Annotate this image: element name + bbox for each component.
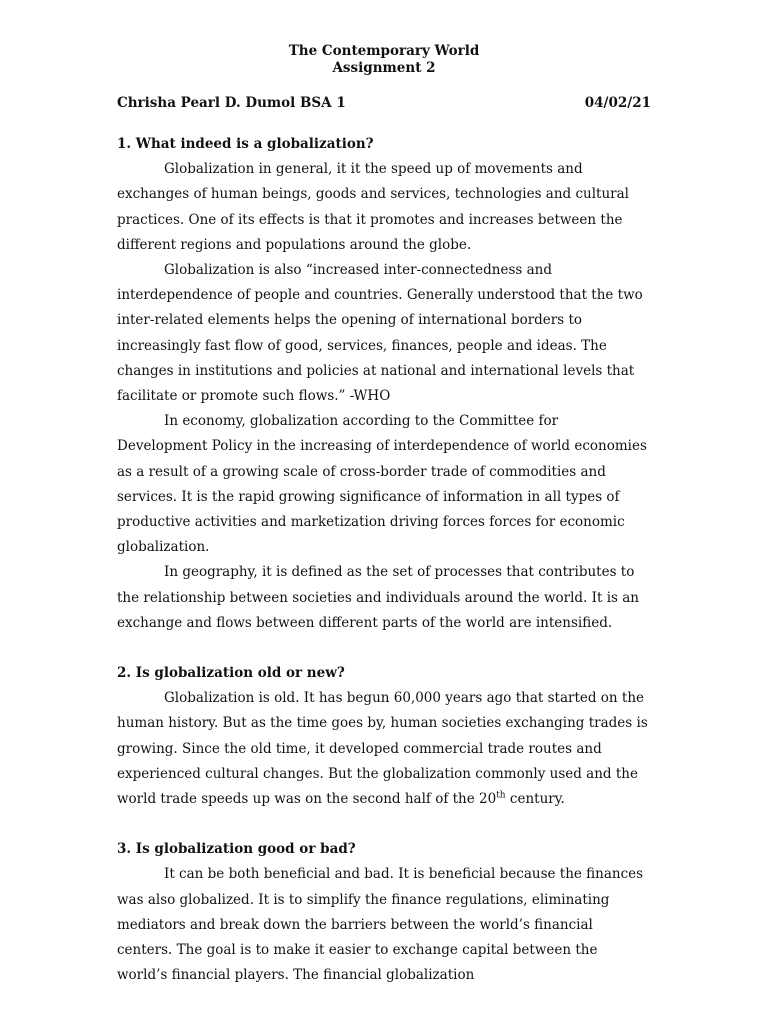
section-q2 [117, 661, 651, 812]
paragraph: In economy, globalization according to the Committee for Development Policy in the increasing of interdependence of world economies as a result of a growing scale of cross-border trade of commodities and services. It is the rapid growing significance of information in all types of productive activities and marketization driving forces forces for economic globalization. [117, 413, 647, 556]
question-heading: 1. What indeed is a globalization? [117, 136, 374, 152]
document-header [0, 43, 768, 77]
paragraph-text: century. [505, 791, 565, 808]
section-q1 [117, 132, 651, 636]
paragraph-text: Globalization is old. It has begun 60,000 years ago that started on the human history. But as the time goes by, human societies exchanging trades is growing. Since the old time, it developed commercial trade routes and experienced cultural changes. But the globalization commonly used and the world trade speeds up was on the second half of the 20 [117, 690, 648, 808]
section-spacer [117, 812, 651, 837]
document-subtitle: Assignment 2 [332, 60, 436, 76]
section-q3 [117, 837, 651, 988]
author-line [117, 95, 651, 112]
paragraph: It can be both beneficial and bad. It is beneficial because the finances was also globalized. It is to simplify the finance regulations, eliminating mediators and break down the barriers between the world’s financial centers. The goal is to make it easier to exchange capital between the world’s financial players. The financial globalization [117, 866, 644, 984]
author-name: Chrisha Pearl D. Dumol BSA 1 [117, 95, 346, 111]
document-title: The Contemporary World [288, 43, 480, 59]
paragraph: Globalization is also “increased inter-connectedness and interdependence of people and countries. Generally understood that the two inter-related elements helps the opening of international borders to increasingly fast flow of good, services, finances, people and ideas. The changes in institutions and policies at national and international levels that facilitate or promote such flows.” -WHO [117, 262, 643, 405]
paragraph: Globalization in general, it it the speed up of movements and exchanges of human beings, goods and services, technologies and cultural practices. One of its effects is that it promotes and increases between the different regions and populations around the globe. [117, 161, 629, 253]
paragraph: In geography, it is defined as the set of processes that contributes to the relationship between societies and individuals around the world. It is an exchange and flows between different parts of the world are intensified. [117, 564, 639, 631]
document-body [117, 132, 651, 989]
question-heading: 3. Is globalization good or bad? [117, 841, 356, 858]
paragraph [117, 686, 651, 812]
ordinal-superscript: th [496, 790, 506, 801]
question-heading: 2. Is globalization old or new? [117, 665, 345, 682]
document-date: 04/02/21 [584, 95, 651, 111]
section-spacer [117, 636, 651, 661]
